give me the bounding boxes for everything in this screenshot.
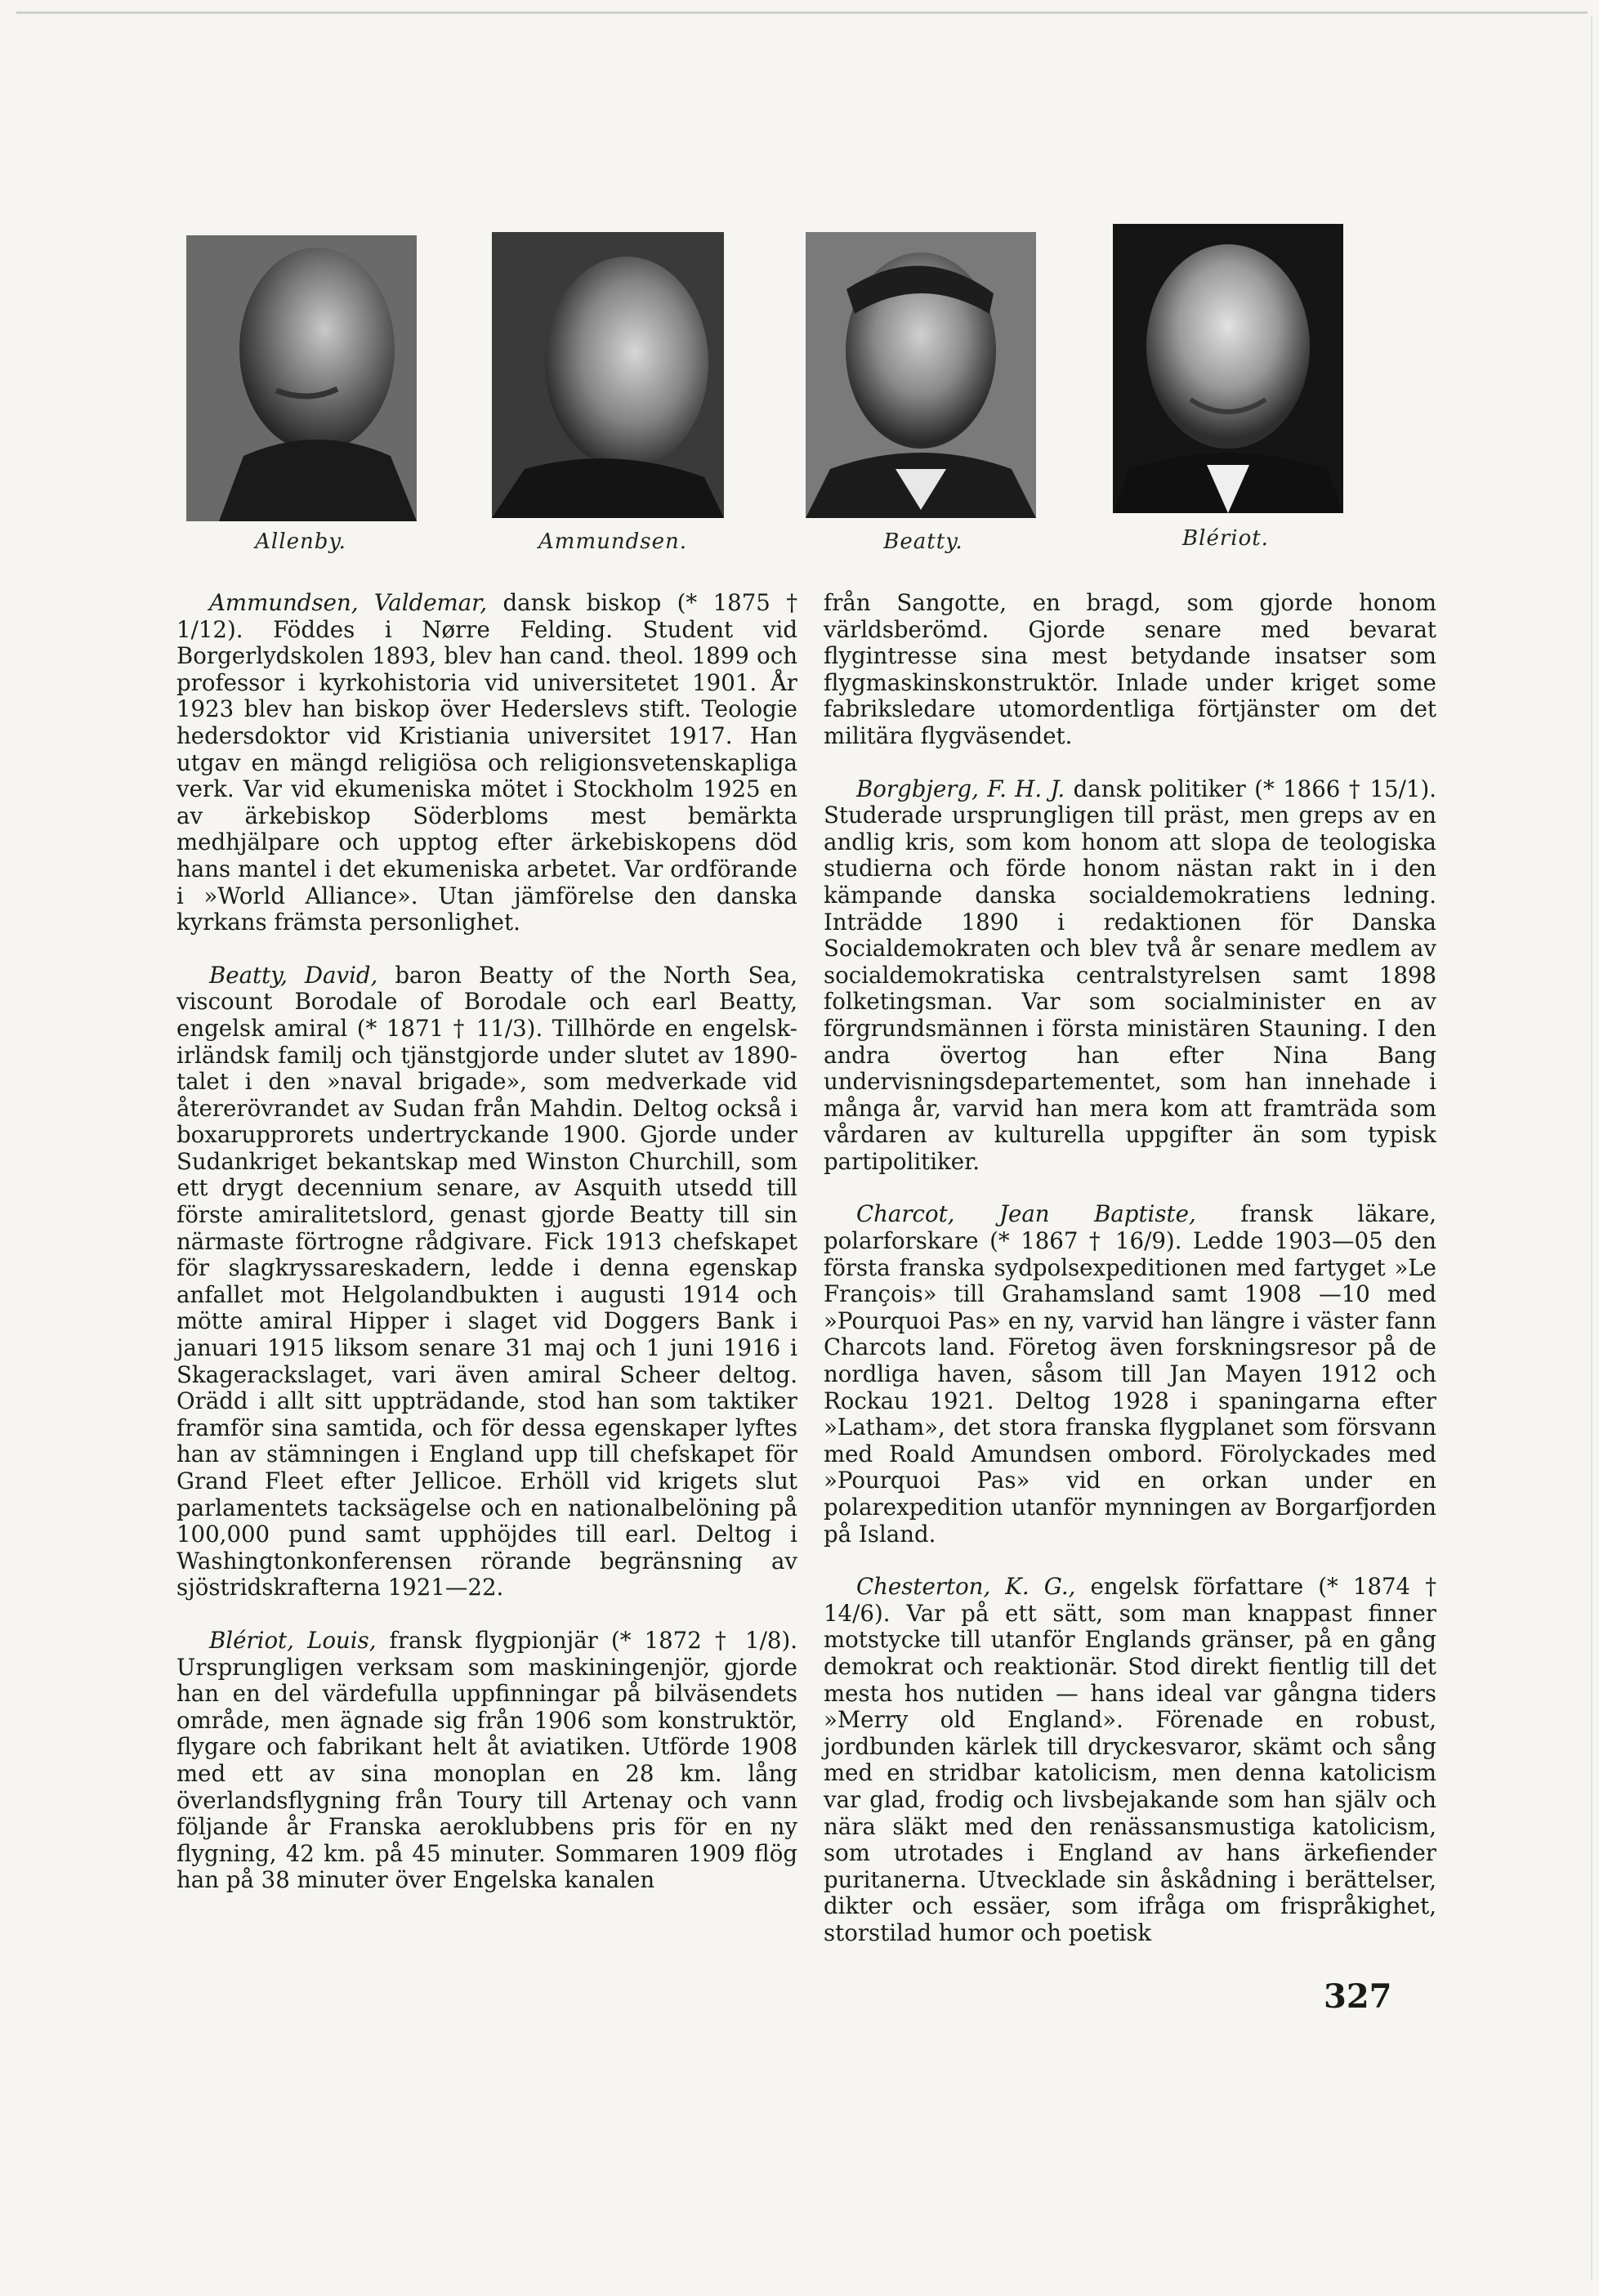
entry-text: fransk läkare, polarforskare (* 1867 † 16/9). Ledde 1903—05 den första franska sydpolsexpeditionen med fartyget »Le François» till Grahamsland samt 1908 —10 med »Pourquoi Pas» en ny, varvid han längre i väster fann Charcots land. Företog även forskningsresor på de nordliga haven, såsom till Jan Mayen 1912 och Rockau 1921. Deltog 1928 i spaningarna efter »Latham», det stora franska flygplanet som försvann med Roald Amundsen ombord. Förolyckades med »Pourquoi Pas» vid en orkan under en polarexpedition utanför mynningen av Borgarfjorden på Island.	[824, 1200, 1436, 1548]
entry-text: baron Beatty of the North Sea, viscount Borodale of Borodale och earl Beatty, engelsk amiral (* 1871 † 11/3). Tillhörde en engelsk-irländsk familj och tjänstgjorde under slutet av 1890-talet i den »naval brigade», som medverkade vid återerövrandet av Sudan från Mahdin. Deltog också i boxarupprorets undertryckande 1900. Gjorde under Sudankriget bekantskap med Winston Churchill, som ett drygt decennium senare, av Asquith utsedd till förste amiralitetslord, genast gjorde Beatty till sin närmaste förtrogne rådgivare. Fick 1913 chefskapet för slagkryssareskadern, ledde i denna egenskap anfallet mot Helgolandbukten i augusti 1914 och mötte amiral Hipper i slaget vid Doggers Bank i januari 1915 liksom senare 31 maj och 1 juni 1916 i Skagerackslaget, vari även amiral Scheer deltog. Orädd i allt sitt uppträdande, stod han som taktiker framför sina samtida, och för dessa egenskaper lyftes han av stämningen i England upp till chefskapet för Grand Fleet efter Jellicoe. Erhöll vid krigets slut parlamentets tacksägelse och en nationalbelöning på 100,000 pund samt upphöjdes till earl. Deltog i Washingtonkonferensen rörande begränsning av sjöstridskrafterna 1921—22.	[176, 961, 797, 1601]
caption-ammundsen: Ammundsen.	[538, 529, 687, 554]
scan-right-edge	[1591, 16, 1592, 2280]
entry-headword: Borgbjerg, F. H. J.	[856, 775, 1065, 802]
entry-headword: Charcot, Jean Baptiste,	[856, 1200, 1196, 1228]
portrait-beatty	[806, 232, 1036, 518]
caption-beatty: Beatty.	[883, 529, 963, 554]
entry-headword: Ammundsen, Valdemar,	[209, 589, 488, 616]
caption-bleriot: Blériot.	[1182, 526, 1269, 551]
entry-text: engelsk författare (* 1874 † 14/6). Var på ett sätt, som man knappast finner motstycke till utanför Englands gränser, på en gång demokrat och reaktionär. Stod direkt fientlig till det mesta hos nutiden — hans ideal var gångna tiders »Merry old England». Förenade en robust, jordbunden kärlek till dryckesvaror, skämt och sång med en stridbar katolicism, men denna katolicism var glad, frodig och livsbejakande som han själv och nära släkt med den renässansmustiga katolicism, som utrotades i England av hans ärkefiender puritanerna. Utvecklade sin åskådning i berättelser, dikter och essäer, som ifråga om frispråkighet, storstilad humor och poetisk	[824, 1573, 1436, 1946]
entry-ammundsen	[176, 590, 797, 936]
portrait-allenby	[186, 235, 417, 521]
page-number: 327	[1324, 1977, 1392, 2016]
entry-bleriot	[176, 1628, 797, 1894]
entry-bleriot-continuation: från Sangotte, en bragd, som gjorde honom världsberömd. Gjorde senare med bevarat flygintresse sina mest betydande insatser som flygmaskinskonstruktör. Inlade under kriget some fabriksledare utomordentliga förtjänster om det militära flygväsendet.	[824, 589, 1436, 749]
entry-charcot	[824, 1201, 1436, 1548]
scan-top-line	[16, 11, 1588, 14]
portrait-bleriot	[1113, 224, 1343, 513]
entry-text: dansk politiker (* 1866 † 15/1). Studerade ursprungligen till präst, men greps av en andlig kris, som kom honom att slopa de teologiska studierna och förde honom nästan rakt in i den kämpande danska socialdemokratiens ledning. Inträdde 1890 i redaktionen för Danska Socialdemokraten och blev två år senare medlem av socialdemokratiska centralstyrelsen samt 1898 folketingsman. Var som socialminister en av förgrundsmännen i första ministären Stauning. I den andra övertog han efter Nina Bang undervisningsdepartementet, som han innehade i många år, varvid han mera kom att framträda som vårdaren av kulturella uppgifter än som typisk partipolitiker.	[824, 775, 1436, 1175]
entry-headword: Blériot, Louis,	[209, 1626, 377, 1654]
entry-text: dansk biskop (* 1875 † 1/12). Föddes i Nørre Felding. Student vid Borgerlydskolen 1893, blev han cand. theol. 1899 och professor i kyrkohistoria vid universitetet 1901. År 1923 blev han biskop över Hederslevs stift. Teologie hedersdoktor vid Kristiania universitet 1917. Han utgav en mängd religiösa och religionsvetenskapliga verk. Var vid ekumeniska mötet i Stockholm 1925 en av ärkebiskop Söderbloms mest bemärkta medhjälpare och upptog efter ärkebiskopens död hans mantel i det ekumeniska arbetet. Var ordförande i »World Alliance». Utan jämförelse den danska kyrkans främsta personlighet.	[176, 589, 797, 936]
entry-chesterton	[824, 1574, 1436, 1946]
portrait-ammundsen	[492, 232, 724, 518]
entry-text: fransk flygpionjär (* 1872 † 1/8). Ursprungligen verksam som maskiningenjör, gjorde han en del värdefulla uppfinningar på bilväsendets område, men ägnade sig från 1906 som konstruktör, flygare och fabrikant helt åt aviatiken. Utförde 1908 med ett av sina monoplan en 28 km. lång överlandsflygning från Toury till Artenay och vann följande år Franska aeroklubbens pris för en ny flygning, 42 km. på 45 minuter. Sommaren 1909 flög han på 38 minuter över Engelska kanalen	[176, 1626, 797, 1894]
entry-headword: Beatty, David,	[209, 961, 378, 989]
caption-allenby: Allenby.	[255, 529, 346, 554]
left-column	[176, 590, 797, 1920]
entry-beatty	[176, 963, 797, 1601]
right-column	[824, 590, 1436, 1973]
entry-headword: Chesterton, K. G.,	[856, 1573, 1076, 1601]
entry-borgbjerg	[824, 776, 1436, 1176]
